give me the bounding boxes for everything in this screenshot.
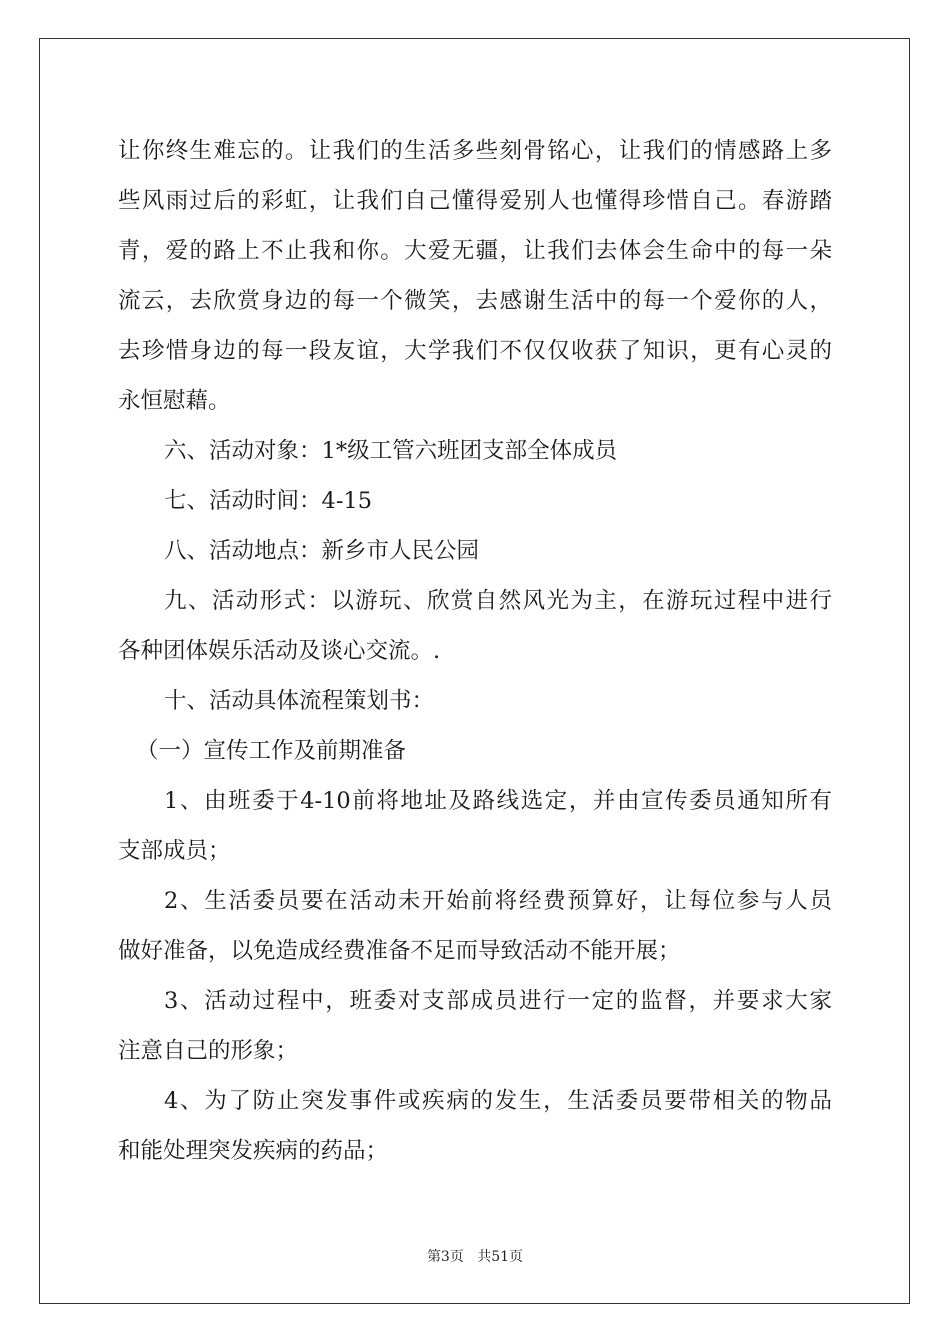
document-body	[118, 126, 832, 1176]
text-line: 去珍惜身边的每一段友谊，大学我们不仅仅收获了知识，更有心灵的	[118, 338, 832, 364]
text-line: 流云，去欣赏身边的每一个微笑，去感谢生活中的每一个爱你的人，	[118, 288, 832, 314]
text-line: 永恒慰藉。	[118, 388, 231, 414]
text-line: 4、为了防止突发事件或疾病的发生，生活委员要带相关的物品	[164, 1088, 832, 1114]
text-line: 1、由班委于4-10前将地址及路线选定，并由宣传委员通知所有	[164, 788, 832, 814]
text-line: 九、活动形式：以游玩、欣赏自然风光为主，在游玩过程中进行	[164, 588, 832, 614]
text-line: 十、活动具体流程策划书：	[164, 688, 435, 714]
text-line: 各种团体娱乐活动及谈心交流。.	[118, 638, 441, 664]
text-line: 七、活动时间：4-15	[164, 488, 373, 514]
text-line: 让你终生难忘的。让我们的生活多些刻骨铭心，让我们的情感路上多	[118, 138, 832, 164]
total-pages: 共51页	[477, 1249, 524, 1265]
text-line: 青，爱的路上不止我和你。大爱无疆，让我们去体会生命中的每一朵	[118, 238, 832, 264]
text-line: 3、活动过程中，班委对支部成员进行一定的监督，并要求大家	[164, 988, 832, 1014]
text-line: 和能处理突发疾病的药品；	[118, 1138, 389, 1164]
text-line: 2、生活委员要在活动未开始前将经费预算好，让每位参与人员	[164, 888, 832, 914]
text-line: 六、活动对象：1*级工管六班团支部全体成员	[164, 438, 618, 464]
text-line: 支部成员；	[118, 838, 231, 864]
text-line: 些风雨过后的彩虹，让我们自己懂得爱别人也懂得珍惜自己。春游踏	[118, 188, 832, 214]
page-number: 第3页	[426, 1249, 464, 1265]
section-heading: （一）宣传工作及前期准备	[136, 738, 407, 764]
text-line: 做好准备，以免造成经费准备不足而导致活动不能开展；	[118, 938, 681, 964]
page-footer	[0, 1246, 950, 1266]
text-line: 注意自己的形象；	[118, 1038, 299, 1064]
text-line: 八、活动地点：新乡市人民公园	[164, 538, 480, 564]
